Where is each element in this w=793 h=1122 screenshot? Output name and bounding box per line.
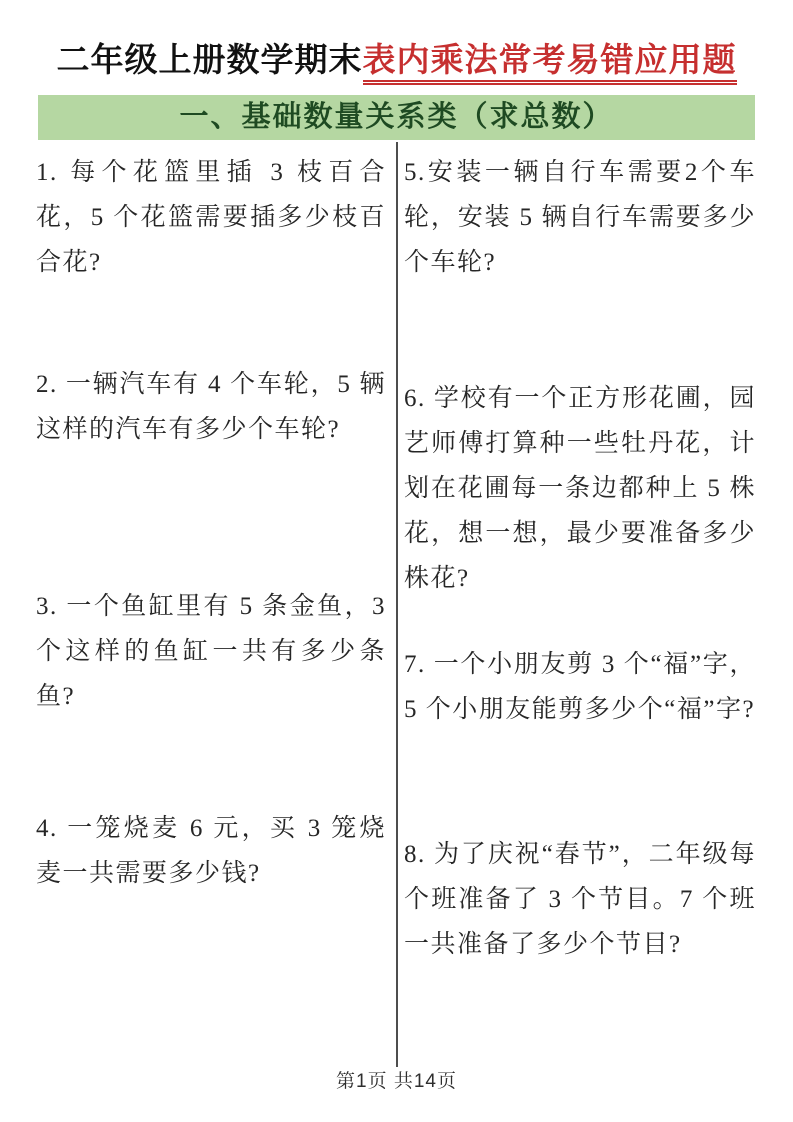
problem-1: 1. 每个花篮里插 3 枝百合花，5 个花篮需要插多少枝百合花? <box>36 159 386 276</box>
column-divider <box>396 142 398 1067</box>
section-banner <box>38 95 755 140</box>
problem-8: 8. 为了庆祝“春节”，二年级每个班准备了 3 个节目。7 个班一共准备了多少个节目? <box>404 841 756 958</box>
page-number: 第1页 共14页 <box>336 1071 457 1092</box>
problem-4: 4. 一笼烧麦 6 元，买 3 笼烧麦一共需要多少钱? <box>36 815 386 887</box>
page-title <box>0 34 793 81</box>
title-topic-part: 表内乘法常考易错应用题 <box>363 43 737 85</box>
problem-5: 5.安装一辆自行车需要2个车轮，安装 5 辆自行车需要多少个车轮? <box>404 159 756 276</box>
problem-7: 7. 一个小朋友剪 3 个“福”字，5 个小朋友能剪多少个“福”字? <box>404 651 756 723</box>
left-column <box>36 142 386 1067</box>
title-grade-part: 二年级上册数学期末 <box>56 43 363 79</box>
problem-3: 3. 一个鱼缸里有 5 条金鱼，3 个这样的鱼缸一共有多少条鱼? <box>36 593 386 710</box>
problem-6: 6. 学校有一个正方形花圃，园艺师傅打算种一些牡丹花，计划在花圃每一条边都种上 5 株花，想一想，最少要准备多少株花? <box>404 385 756 592</box>
section-title: 一、基础数量关系类（求总数） <box>179 101 614 133</box>
problem-2: 2. 一辆汽车有 4 个车轮，5 辆这样的汽车有多少个车轮? <box>36 371 386 443</box>
right-column <box>404 142 756 1067</box>
